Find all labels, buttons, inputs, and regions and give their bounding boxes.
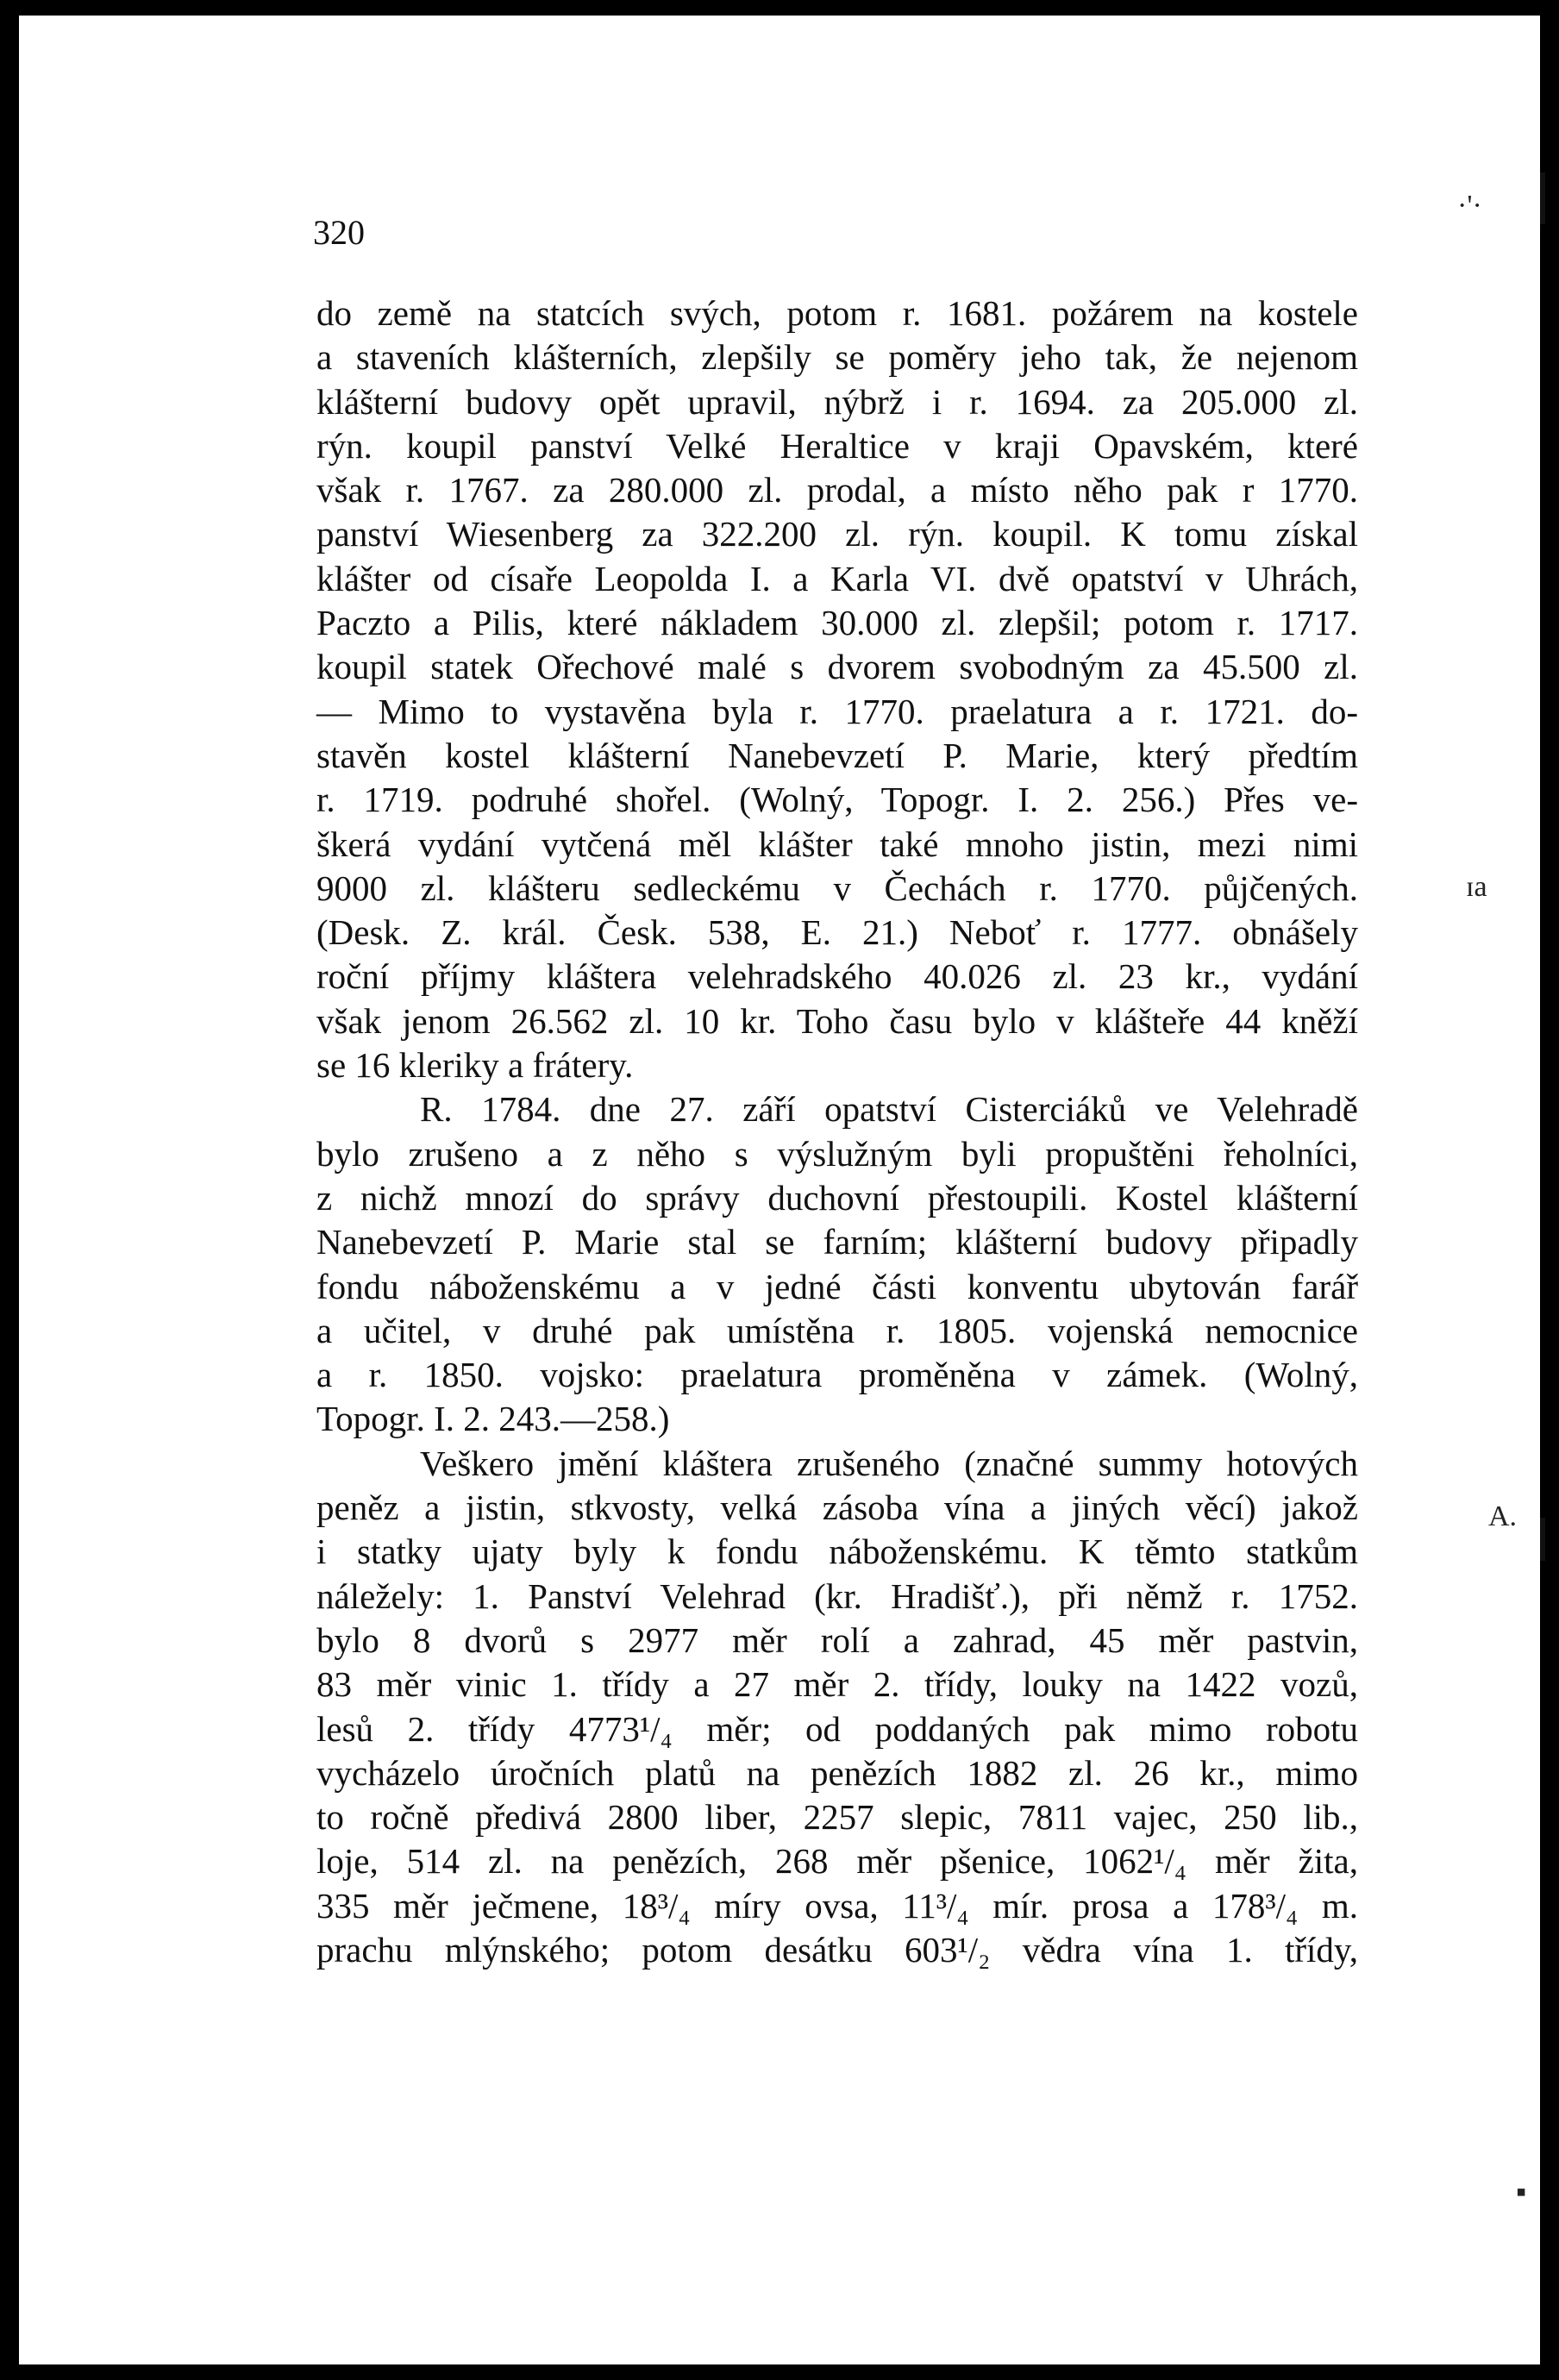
text-line: Topogr. I. 2. 243.—258.): [316, 1399, 670, 1439]
margin-artifact: ▪: [1516, 2176, 1527, 2208]
margin-artifact: A.: [1488, 1500, 1518, 1532]
text-line: prachu mlýnského; potom desátku 603¹/₂ vědra vína 1. třídy,: [316, 1929, 1358, 1970]
text-line: fondu náboženskému a v jedné části konventu ubytován farář: [316, 1266, 1358, 1306]
text-line: klášter od císaře Leopolda I. a Karla VI. dvě opatství v Uhrách,: [316, 558, 1358, 598]
text-line: bylo 8 dvorů s 2977 měr rolí a zahrad, 45 měr pastvin,: [316, 1619, 1358, 1660]
text-line: bylo zrušeno a z něho s výslužným byli propuštěni řeholníci,: [316, 1133, 1358, 1174]
text-line: do země na statcích svých, potom r. 1681. požárem na kostele: [316, 293, 1358, 333]
margin-artifact: ·'·: [1457, 190, 1482, 222]
text-line: a r. 1850. vojsko: praelatura proměněna v zámek. (Wolný,: [316, 1355, 1358, 1395]
text-line: Paczto a Pilis, které nákladem 30.000 zl. zlepšil; potom r. 1717.: [316, 603, 1358, 643]
text-line: se 16 kleriky a frátery.: [316, 1045, 634, 1086]
text-line: náležely: 1. Panství Velehrad (kr. Hradišť.), při němž r. 1752.: [316, 1575, 1358, 1616]
text-line: však r. 1767. za 280.000 zl. prodal, a místo něho pak r 1770.: [316, 470, 1358, 510]
page-number: 320: [313, 213, 365, 252]
text-line: klášterní budovy opět upravil, nýbrž i r. 1694. za 205.000 zl.: [316, 381, 1358, 422]
text-line: z nichž mnozí do správy duchovní přestoupili. Kostel klášterní: [316, 1177, 1358, 1218]
page-edge-mark: [1540, 172, 1545, 224]
text-line: r. 1719. podruhé shořel. (Wolný, Topogr. I. 2. 256.) Přes ve-: [316, 780, 1358, 820]
text-line: a učitel, v druhé pak umístěna r. 1805. vojenská nemocnice: [316, 1310, 1358, 1350]
text-line: 335 měr ječmene, 18³/₄ míry ovsa, 11³/₄ mír. prosa a 178³/₄ m.: [316, 1885, 1358, 1926]
page-edge-mark: [1540, 1518, 1545, 1561]
text-line: 9000 zl. klášteru sedleckému v Čechách r. 1770. půjčených.: [316, 867, 1358, 908]
text-line: i statky ujaty byly k fondu náboženskému. K těmto statkům: [316, 1531, 1358, 1572]
text-line: Nanebevzetí P. Marie stal se farním; klášterní budovy připadly: [316, 1222, 1358, 1262]
text-line: škerá vydání vytčená měl klášter také mnoho jistin, mezi nimi: [316, 824, 1358, 864]
text-line: rýn. koupil panství Velké Heraltice v kraji Opavském, které: [316, 425, 1358, 466]
text-line: panství Wiesenberg za 322.200 zl. rýn. koupil. K tomu získal: [316, 514, 1358, 554]
text-line: roční příjmy kláštera velehradského 40.026 zl. 23 kr., vydání: [316, 956, 1358, 997]
text-line: však jenom 26.562 zl. 10 kr. Toho času bylo v klášteře 44 kněží: [316, 1000, 1358, 1041]
text-line: stavěn kostel klášterní Nanebevzetí P. Marie, který předtím: [316, 735, 1358, 775]
text-line: peněz a jistin, stkvosty, velká zásoba vína a jiných věcí) jakož: [316, 1488, 1358, 1528]
margin-artifact: ɪa: [1466, 871, 1487, 903]
text-line: to ročně předivá 2800 liber, 2257 slepic, 7811 vajec, 250 lib.,: [316, 1797, 1358, 1838]
body-text: [316, 291, 1358, 1972]
text-line: (Desk. Z. král. Česk. 538, E. 21.) Neboť r. 1777. obnášely: [316, 912, 1358, 953]
text-line: vycházelo úročních platů na penězích 1882 zl. 26 kr., mimo: [316, 1752, 1358, 1793]
paragraph-first-line: Veškero jmění kláštera zrušeného (značné summy hotových: [420, 1443, 1358, 1483]
paragraph-first-line: R. 1784. dne 27. září opatství Cisterciáků ve Velehradě: [420, 1089, 1358, 1130]
text-line: — Mimo to vystavěna byla r. 1770. praelatura a r. 1721. do-: [316, 691, 1358, 731]
text-line: lesů 2. třídy 4773¹/₄ měr; od poddaných pak mimo robotu: [316, 1708, 1358, 1749]
text-line: koupil statek Ořechové malé s dvorem svobodným za 45.500 zl.: [316, 647, 1358, 687]
text-line: a staveních klášterních, zlepšily se poměry jeho tak, že nejenom: [316, 337, 1358, 378]
text-line: 83 měr vinic 1. třídy a 27 měr 2. třídy, louky na 1422 vozů,: [316, 1664, 1358, 1705]
text-line: loje, 514 zl. na penězích, 268 měr pšenice, 1062¹/₄ měr žita,: [316, 1841, 1358, 1882]
